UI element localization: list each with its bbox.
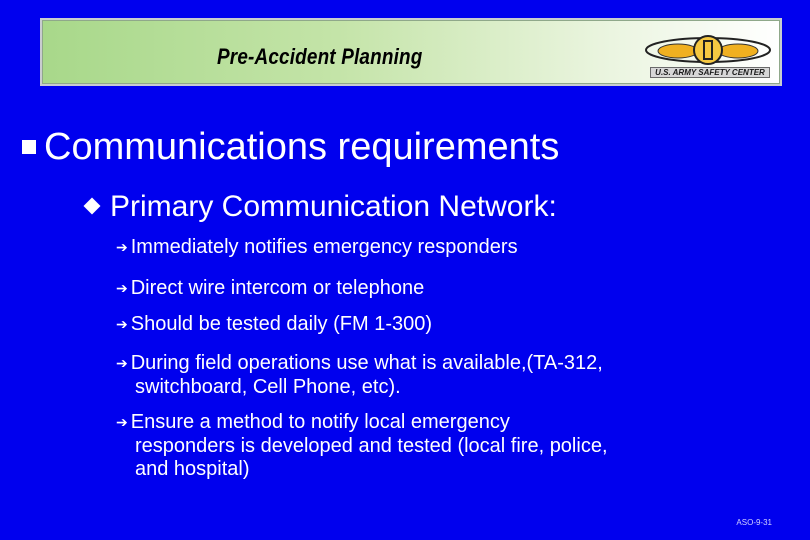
arrow-right-icon: ➔ <box>116 355 128 371</box>
list-item <box>116 236 518 260</box>
list-item <box>116 411 608 481</box>
square-bullet-icon <box>22 140 36 154</box>
arrow-right-icon: ➔ <box>116 239 128 255</box>
subheading-text: Primary Communication Network: <box>110 190 557 223</box>
arrow-right-icon: ➔ <box>116 316 128 332</box>
list-item <box>116 313 432 337</box>
slide-title: Pre-Accident Planning <box>217 44 423 69</box>
list-item-text: Direct wire intercom or telephone <box>130 277 425 299</box>
list-item-text: Ensure a method to notify local emergency <box>130 411 510 433</box>
list-item-text: Should be tested daily (FM 1-300) <box>130 313 433 335</box>
list-item <box>116 277 424 301</box>
list-item-text: and hospital) <box>135 458 250 480</box>
list-item-text: responders is developed and tested (local fire, police, <box>135 435 608 457</box>
safety-center-logo <box>642 30 774 80</box>
slide-number: ASO-9-31 <box>736 518 772 527</box>
subheading-line <box>86 190 557 224</box>
heading-text: Communications requirements <box>44 126 560 168</box>
diamond-bullet-icon <box>84 198 101 215</box>
logo-caption: U.S. ARMY SAFETY CENTER <box>650 67 770 78</box>
list-item <box>116 352 603 399</box>
header-banner <box>40 18 782 86</box>
list-item-text: switchboard, Cell Phone, etc). <box>135 376 401 398</box>
arrow-right-icon: ➔ <box>116 414 128 430</box>
logo-emblem-icon <box>642 30 774 70</box>
list-item-text: Immediately notifies emergency responders <box>130 236 518 258</box>
arrow-right-icon: ➔ <box>116 280 128 296</box>
list-item-text: During field operations use what is available,(TA-312, <box>130 352 603 374</box>
heading-line <box>22 126 559 169</box>
